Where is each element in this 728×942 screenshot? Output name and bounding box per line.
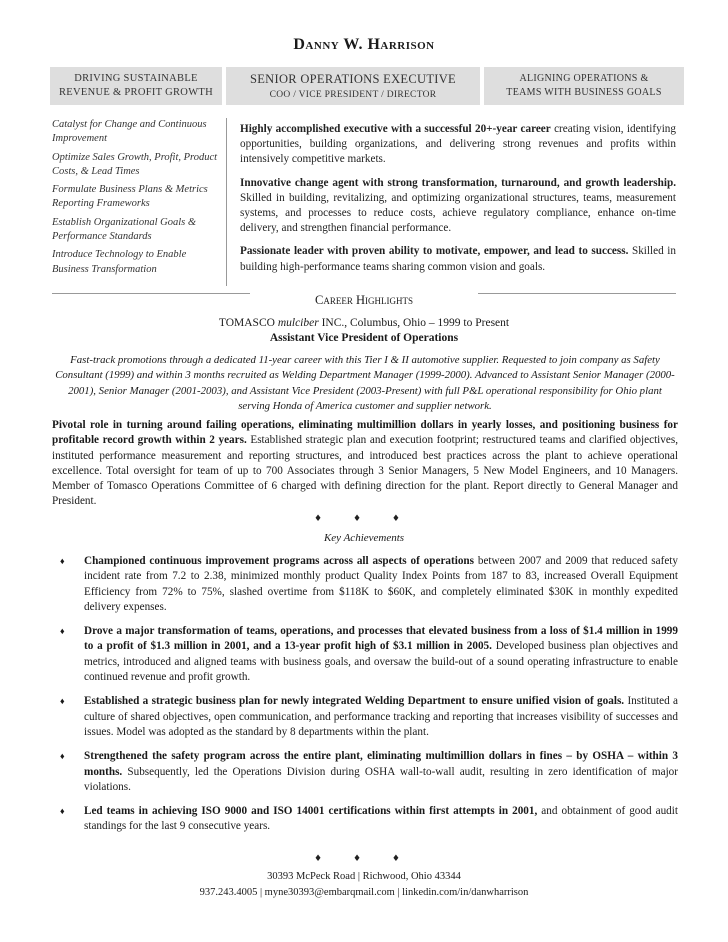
- summary-lead: Innovative change agent with strong transformation, turnaround, and growth leadership.: [240, 176, 676, 189]
- company-line: [0, 317, 728, 329]
- achievement-text: between 2007 and 2009 that reduced safety incident rate from 7.2 to 2.38, minimized monthly product Quality Index Points from 187 to 83, increased Overall Equipment Efficiency from 72% to 75%, slashed overtime from $118K to $60K, and completely eliminated $30K in monthly expedited delivery expenses.: [84, 555, 678, 613]
- competency-item: Introduce Technology to Enable Business Transformation: [52, 249, 187, 275]
- headline-subtitle: COO / VICE PRESIDENT / DIRECTOR: [269, 90, 437, 100]
- banner-center: [226, 67, 480, 105]
- competency-item: Catalyst for Change and Continuous Improvement: [52, 119, 207, 145]
- diamond-bullet-icon: ♦: [60, 751, 65, 762]
- section-title-career: Career Highlights: [315, 293, 413, 307]
- diamond-ornament-icon: ♦ ♦ ♦: [314, 514, 414, 524]
- banner-left-line-2: REVENUE & PROFIT GROWTH: [59, 87, 213, 98]
- summary-lead: Passionate leader with proven ability to motivate, empower, and lead to success.: [240, 245, 629, 258]
- achievement-text: Subsequently, led the Operations Division during OSHA wall-to-wall audit, resulting in zero identification of major violations.: [84, 765, 678, 793]
- column-divider: [226, 118, 227, 286]
- achievement-item: [58, 554, 678, 615]
- diamond-ornament-icon: ♦ ♦ ♦: [314, 854, 414, 864]
- key-achievements-title: Key Achievements: [323, 532, 405, 544]
- achievement-lead: Strengthened the safety program across the entire plant, eliminating multimillion dollars in fines – by OSHA – within 3 months.: [84, 750, 678, 778]
- achievement-item: [58, 694, 678, 740]
- summary-paragraph: [240, 122, 676, 168]
- competency-item: Optimize Sales Growth, Profit, Product Costs, & Lead Times: [52, 151, 218, 177]
- role-summary-text: Established strategic plan and execution footprint; restructured teams and clarified objectives, instituted performance measurement and reporting structures, and introduced best practices across the plant to achieve operational excellence. Total oversight for team of up to 700 Associates through 3 Senior Managers, 5 New Model Engineers, and 10 Managers. Member of Tomasco Operations Committee of 6 charged with defining direction for the plant. Report directly to General Manager and President.: [52, 434, 678, 508]
- diamond-bullet-icon: ♦: [60, 626, 65, 637]
- achievement-text: Instituted a culture of shared objectives, open communication, and performance tracking and reporting that increases visibility of successes and issues. Model was adopted as the standard by 8 departments within the plant.: [84, 695, 678, 738]
- competency-item: Establish Organizational Goals & Performance Standards: [52, 216, 197, 243]
- career-overview: Fast-track promotions through a dedicated 11-year career with this Tier I & II automotive supplier. Requested to join company as Safety Consultant (1999) and within 3 months recruited as Welding Department Manager (1999-2000). Advanced to Assistant Senior Manager (2000-2001), Senior Manager (2001-2003), and Assistant Vice President (2003-Present) with full P&L operational responsibility for Ohio plant serving Honda of America customer and supplier network.: [55, 354, 675, 412]
- achievement-lead: Established a strategic business plan for newly integrated Welding Department to ensure unified vision of goals.: [84, 695, 625, 708]
- headline-banner: [50, 67, 684, 105]
- address-line: 30393 McPeck Road | Richwood, Ohio 43344: [267, 871, 461, 882]
- achievement-text: Developed business plan objectives and metrics, introduced and aligned teams with business goals, and oversaw the build-out of a sound operating infrastructure to enable continued revenue and profit growth.: [84, 640, 678, 684]
- banner-right-line-1: ALIGNING OPERATIONS &: [519, 73, 649, 84]
- job-title: Assistant Vice President of Operations: [269, 332, 459, 344]
- role-summary-lead: Pivotal role in turning around failing operations, eliminating multimillion dollars in yearly losses, and positioning business for profitable record growth within 2 years.: [52, 419, 678, 447]
- banner-right: [484, 67, 684, 105]
- summary-text: Skilled in building high-performance teams sharing common vision and goals.: [240, 245, 676, 273]
- banner-left-line-1: DRIVING SUSTAINABLE: [74, 73, 198, 84]
- achievement-item: [58, 804, 678, 835]
- achievement-lead: Championed continuous improvement programs across all aspects of operations: [84, 555, 475, 567]
- diamond-bullet-icon: ♦: [60, 806, 65, 817]
- company-name-italic: mulciber: [277, 317, 319, 329]
- achievement-lead: Drove a major transformation of teams, operations, and processes that elevated business from a loss of $1.4 million in 1999 to a profit of $1.3 million in 2001, and a 13-year profit high of $3.1 million in 2005.: [84, 625, 678, 653]
- summary-text: Skilled in building, revitalizing, and optimizing organizational structures, teams, measurement systems, and processes to reduce costs, achieve regulatory compliance, enhance on-time delivery, and strengthen financial performance.: [240, 191, 676, 235]
- diamond-bullet-icon: ♦: [60, 696, 65, 707]
- banner-right-line-2: TEAMS WITH BUSINESS GOALS: [506, 87, 662, 98]
- achievement-item: [58, 749, 678, 795]
- banner-left: [50, 67, 222, 105]
- contact-line: 937.243.4005 | myne30393@embarqmail.com | linkedin.com/in/danwharrison: [199, 887, 529, 898]
- competency-item: Formulate Business Plans & Metrics Reporting Frameworks: [52, 184, 208, 210]
- achievement-item: [58, 624, 678, 685]
- summary-text: creating vision, identifying opportunities, building organizations, and delivering strong revenues and profits within intensively competitive markets.: [240, 123, 676, 166]
- achievement-lead: Led teams in achieving ISO 9000 and ISO 14001 certifications within first attempts in 2001,: [84, 805, 538, 818]
- candidate-name: Danny W. Harrison: [293, 36, 435, 53]
- company-location-dates: INC., Columbus, Ohio – 1999 to Present: [318, 317, 510, 329]
- achievements-list: [58, 554, 678, 844]
- company-name: TOMASCO: [218, 317, 278, 329]
- summary-lead: Highly accomplished executive with a successful 20+-year career: [240, 123, 551, 135]
- achievement-text: and obtainment of good audit standings for the last 9 consecutive years.: [84, 805, 678, 833]
- core-competencies: [52, 118, 222, 281]
- diamond-bullet-icon: ♦: [60, 556, 65, 566]
- role-summary: [52, 418, 678, 510]
- headline-title: SENIOR OPERATIONS EXECUTIVE: [249, 72, 456, 86]
- summary: [240, 122, 676, 283]
- summary-paragraph: [240, 176, 676, 237]
- summary-paragraph: [240, 244, 676, 274]
